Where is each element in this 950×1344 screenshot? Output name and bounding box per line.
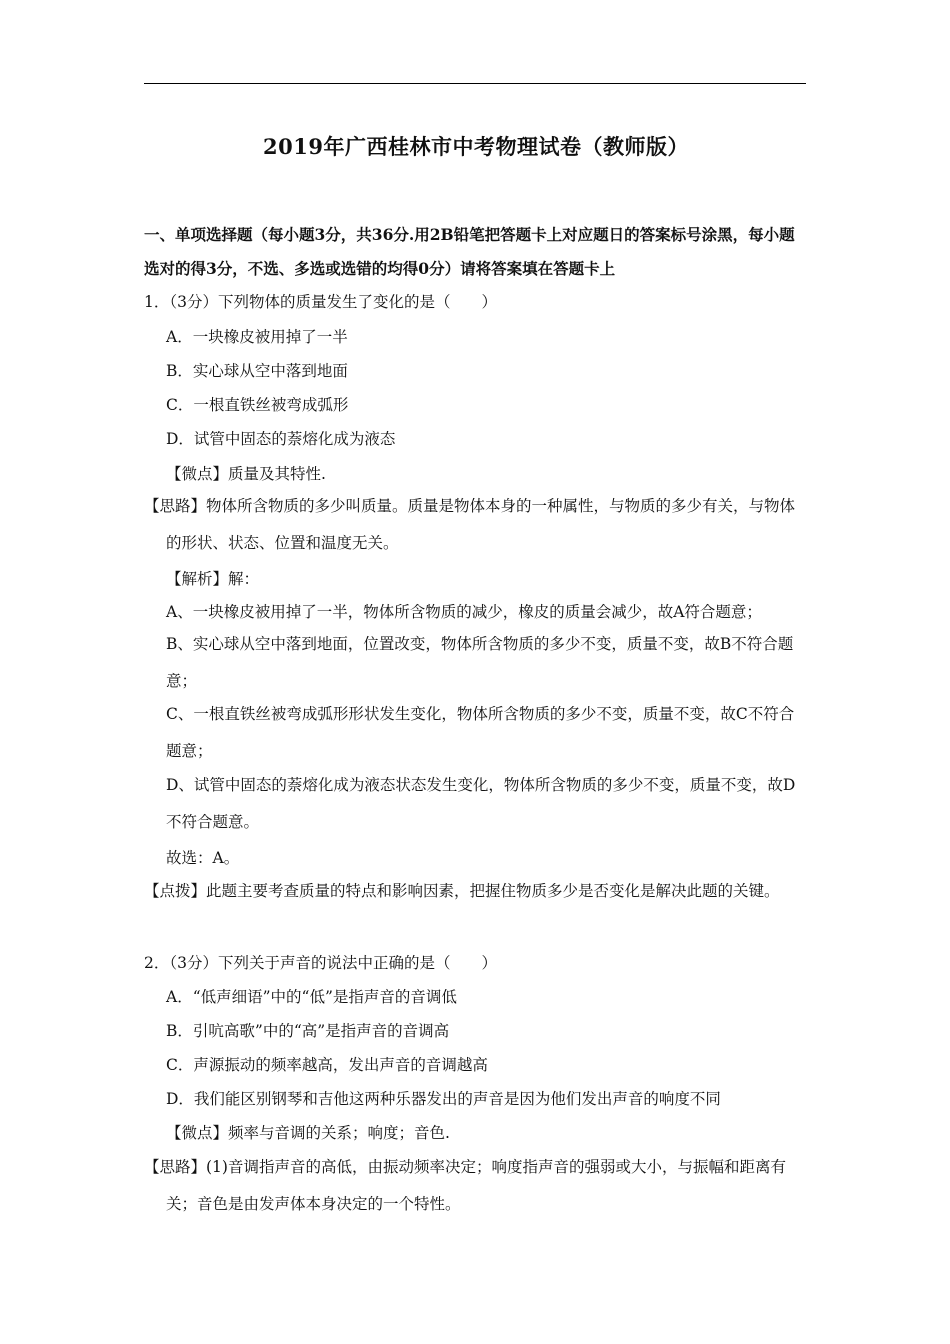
q1-analysis-b: B、实心球从空中落到地面，位置改变，物体所含物质的多少不变，质量不变，故B不符合题意； [166, 635, 794, 690]
q1-option-c: C．一根直铁丝被弯成弧形 [166, 396, 349, 414]
q2-weidian: 【微点】频率与音调的关系；响度；音色. [166, 1124, 450, 1142]
q1-weidian: 【微点】质量及其特性. [166, 465, 326, 483]
q2-option-a: A．“低声细语”中的“低”是指声音的音调低 [166, 988, 457, 1006]
q1-analysis-a: A、一块橡皮被用掉了一半，物体所含物质的减少，橡皮的质量会减少，故A符合题意； [166, 603, 762, 621]
document-title: 2019年广西桂林市中考物理试卷（教师版） [263, 134, 689, 159]
q1-option-d: D．试管中固态的萘熔化成为液态 [166, 430, 396, 448]
q2-option-d: D．我们能区别钢琴和吉他这两种乐器发出的声音是因为他们发出声音的响度不同 [166, 1090, 721, 1108]
q2-silu: 【思路】(1)音调指声音的高低，由振动频率决定；响度指声音的强弱或大小，与振幅和距离有关；音色是由发声体本身决定的一个特性。 [144, 1158, 786, 1213]
q1-jiexi: 【解析】解： [166, 570, 260, 588]
q1-option-a: A．一块橡皮被用掉了一半 [166, 328, 348, 346]
question-2-stem: 2．（3分）下列关于声音的说法中正确的是（ ） [144, 954, 497, 972]
q1-option-b: B．实心球从空中落到地面 [166, 362, 348, 380]
q2-option-c: C．声源振动的频率越高，发出声音的音调越高 [166, 1056, 488, 1074]
section-heading: 一、单项选择题（每小题3分，共36分.用2B铅笔把答题卡上对应题日的答案标号涂黑，每小题选对的得3分，不选、多选或选错的均得0分）请将答案填在答题卡上 [144, 225, 795, 278]
q1-analysis-d: D、试管中固态的萘熔化成为液态状态发生变化，物体所含物质的多少不变，质量不变，故D不符合题意。 [166, 776, 796, 831]
q2-option-b: B．引吭高歌”中的“高”是指声音的音调高 [166, 1022, 450, 1040]
question-1-stem: 1．（3分）下列物体的质量发生了变化的是（ ） [144, 293, 497, 311]
q1-answer: 故选：A。 [166, 849, 240, 867]
q1-analysis-c: C、一根直铁丝被弯成弧形形状发生变化，物体所含物质的多少不变，质量不变，故C不符合题意； [166, 705, 795, 760]
q1-dianbo: 【点拨】此题主要考查质量的特点和影响因素，把握住物质多少是否变化是解决此题的关键。 [144, 882, 780, 900]
header-rule [144, 83, 806, 84]
q1-silu: 【思路】物体所含物质的多少叫质量。质量是物体本身的一种属性，与物质的多少有关，与物体的形状、状态、位置和温度无关。 [144, 497, 796, 552]
